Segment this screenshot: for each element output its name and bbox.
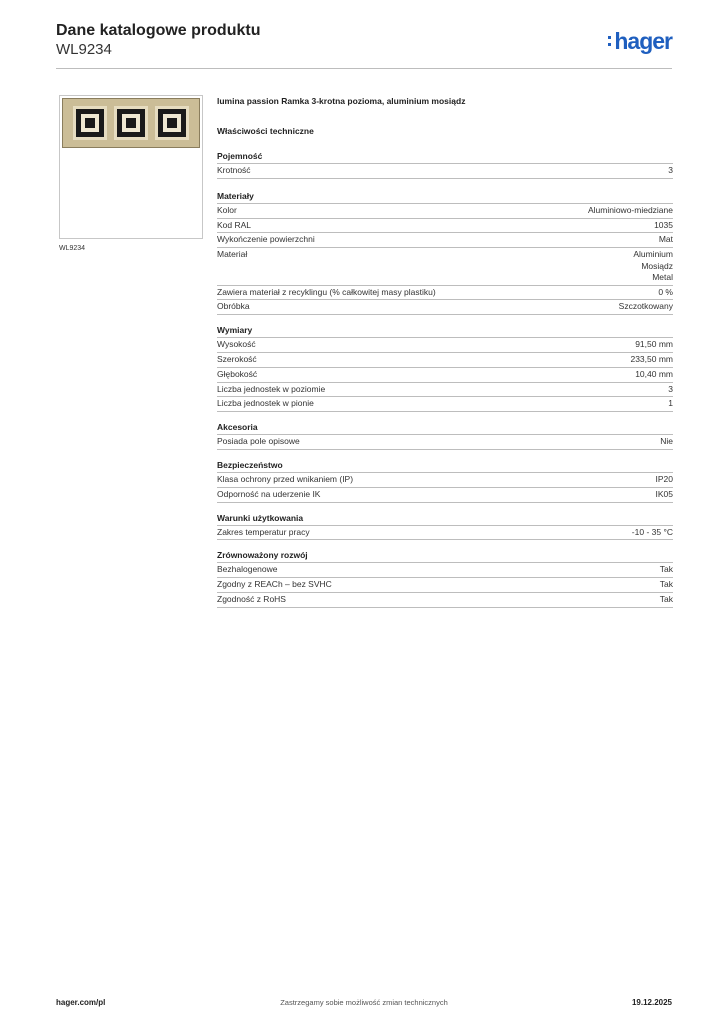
spec-value: 1035 [654, 219, 673, 230]
spec-section [217, 191, 673, 315]
spec-value: Aluminiowo-miedziane [587, 204, 673, 215]
frame-cell-1 [73, 106, 107, 140]
spec-label: Materiał [217, 249, 248, 260]
section-title: Wymiary [217, 325, 253, 336]
spec-value: Nie [660, 436, 673, 447]
spec-label: Odporność na uderzenie IK [217, 488, 321, 499]
spec-row [217, 487, 673, 503]
spec-label: Szerokość [217, 354, 257, 365]
footer-notice: Zastrzegamy sobie możliwość zmian technicznych [280, 998, 448, 1007]
spec-row [217, 562, 673, 577]
spec-label: Kolor [217, 204, 237, 215]
spec-label: Posiada pole opisowe [217, 436, 300, 447]
spec-label: Liczba jednostek w pionie [217, 398, 314, 409]
footer-date: 19.12.2025 [631, 998, 672, 1007]
spec-label: Zakres temperatur pracy [217, 526, 310, 537]
document-title: Dane katalogowe produktu [56, 22, 261, 39]
spec-label: Zawiera materiał z recyklingu (% całkowitej masy plastiku) [217, 286, 436, 297]
spec-value [633, 248, 673, 285]
spec-label: Wykończenie powierzchni [217, 234, 315, 245]
spec-section [217, 550, 673, 607]
spec-row [217, 203, 673, 218]
spec-value: 3 [668, 383, 673, 394]
section-title: Zrównoważony rozwój [217, 550, 308, 561]
spec-label: Głębokość [217, 368, 258, 379]
spec-value-item: Aluminium [633, 249, 673, 260]
spec-label: Bezhalogenowe [217, 564, 278, 575]
footer-website: hager.com/pl [56, 998, 106, 1007]
product-description: lumina passion Ramka 3-krotna pozioma, aluminium mosiądz [217, 96, 466, 106]
technical-properties-heading: Właściwości techniczne [217, 126, 314, 136]
spec-row [217, 247, 673, 285]
spec-row [217, 472, 673, 487]
frame-illustration [62, 98, 200, 148]
spec-value: Tak [659, 594, 673, 605]
logo-text: hager [614, 27, 672, 54]
spec-row [217, 337, 673, 352]
spec-value: Mat [658, 234, 673, 245]
spec-label: Klasa ochrony przed wnikaniem (IP) [217, 474, 354, 485]
spec-value: IP20 [655, 474, 673, 485]
spec-row [217, 577, 673, 592]
spec-row [217, 382, 673, 397]
spec-label: Kod RAL [217, 219, 252, 230]
spec-value: -10 - 35 °C [631, 526, 673, 537]
spec-row [217, 163, 673, 179]
spec-row [217, 367, 673, 382]
spec-label: Obróbka [217, 301, 250, 312]
document-header [56, 22, 672, 70]
spec-label: Zgodny z REACh – bez SVHC [217, 579, 332, 590]
section-title: Akcesoria [217, 422, 258, 433]
logo-dots-icon [608, 36, 611, 46]
spec-label: Liczba jednostek w poziomie [217, 383, 326, 394]
spec-row [217, 232, 673, 247]
document-footer [56, 998, 672, 1010]
image-caption: WL9234 [59, 245, 86, 252]
spec-section [217, 513, 673, 541]
section-title: Pojemność [217, 151, 263, 161]
spec-section [217, 422, 673, 450]
spec-sections [217, 151, 673, 608]
spec-row [217, 299, 673, 315]
product-reference: WL9234 [56, 41, 112, 58]
spec-value: Szczotkowany [618, 301, 673, 312]
spec-section [217, 325, 673, 412]
spec-value-item: Mosiądz [641, 260, 673, 271]
spec-row [217, 396, 673, 412]
section-title: Bezpieczeństwo [217, 460, 283, 471]
section-title: Materiały [217, 190, 254, 201]
spec-value: 0 % [658, 286, 673, 297]
spec-row [217, 218, 673, 233]
frame-cell-2 [114, 106, 148, 140]
frame-cell-3 [155, 106, 189, 140]
spec-value: 10,40 mm [635, 368, 673, 379]
spec-value: 233,50 mm [630, 354, 673, 365]
spec-row [217, 285, 673, 300]
hager-logo [608, 28, 672, 54]
spec-section [217, 460, 673, 503]
product-image [59, 95, 203, 239]
spec-value-item: Metal [652, 272, 673, 283]
spec-value: IK05 [655, 488, 673, 499]
spec-value: Tak [659, 564, 673, 575]
spec-row [217, 592, 673, 608]
spec-value: 1 [668, 398, 673, 409]
header-divider [56, 68, 672, 69]
spec-row [217, 525, 673, 541]
spec-row [217, 352, 673, 367]
section-title: Warunki użytkowania [217, 512, 304, 523]
spec-section [217, 151, 673, 179]
spec-label: Krotność [217, 165, 251, 175]
spec-row [217, 434, 673, 450]
product-content [217, 96, 673, 608]
spec-value: 3 [668, 165, 673, 175]
spec-label: Zgodność z RoHS [217, 594, 286, 605]
spec-value: Tak [659, 579, 673, 590]
spec-value: 91,50 mm [635, 339, 673, 350]
spec-label: Wysokość [217, 339, 256, 350]
